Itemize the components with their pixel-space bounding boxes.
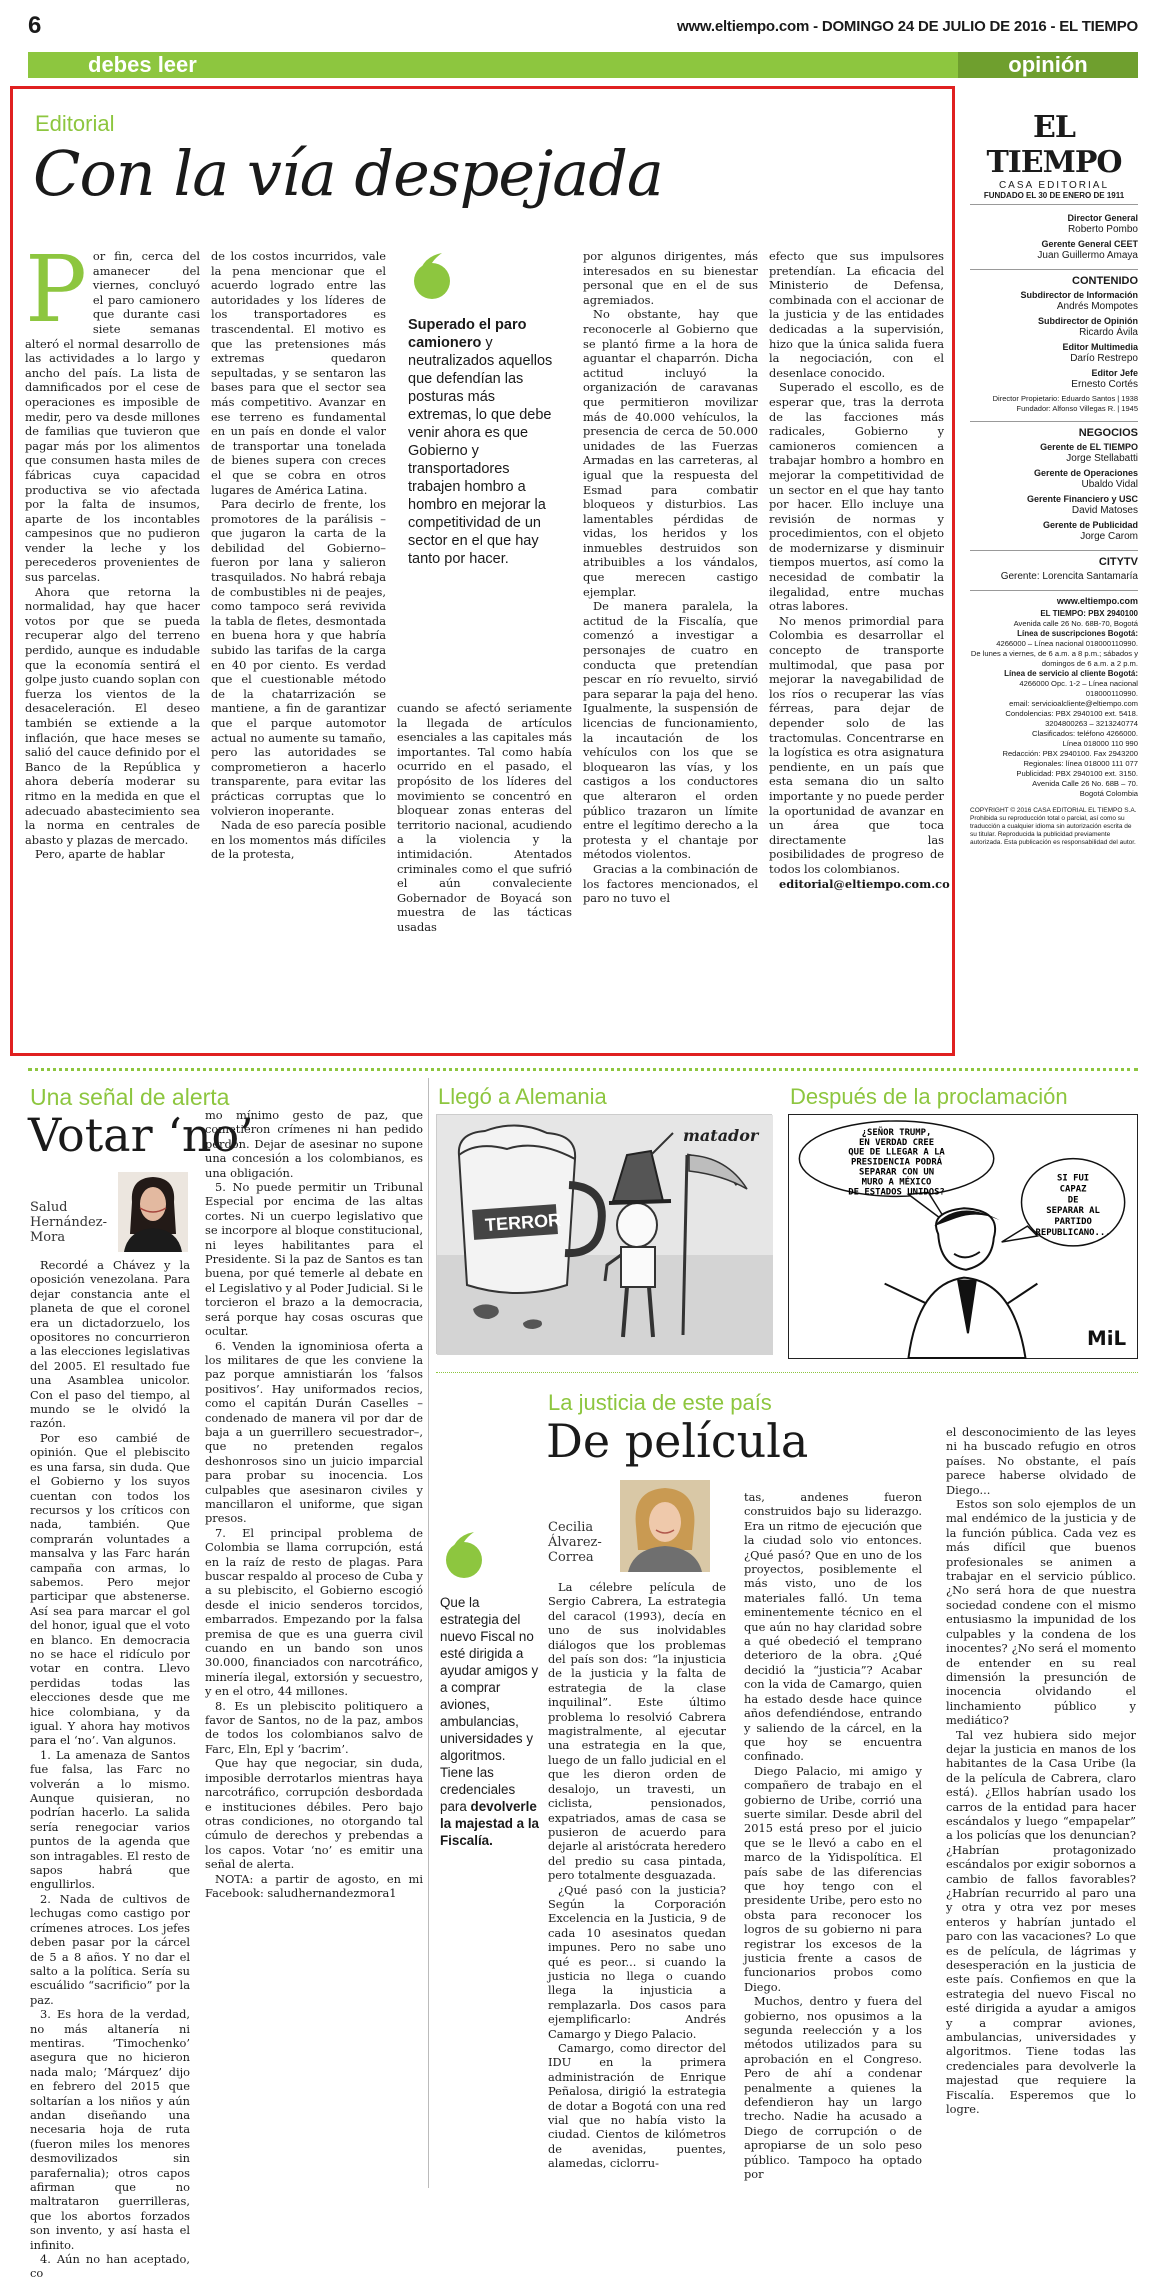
article-paragraph: Muchos, dentro y fuera del gobierno, nos opusimos a la segunda reelección y a los métodos utilizados para su aprobación en el Congreso. Pero de ahí a condenar penalmente a quienes la defendieron hay un largo trecho. Nadie ha acusado a Diego de corrupción o de apropiarse de un solo peso público. Tampoco ha optado por xyxy=(744,1994,922,2182)
staff-name: Juan Guillermo Amaya xyxy=(1037,250,1138,261)
editorial-column-5 xyxy=(769,249,950,1049)
section-bar xyxy=(28,52,1138,78)
masthead-section-negocios: NEGOCIOS xyxy=(970,421,1138,439)
staff-role: Gerente General CEET xyxy=(1041,239,1138,249)
masthead-founded: FUNDADO EL 30 DE ENERO DE 1911 xyxy=(970,191,1138,205)
editorial-kicker: Editorial xyxy=(35,111,115,136)
masthead-logo: EL TIEMPO xyxy=(986,110,1122,180)
column-paragraph: 4. Aún no han aceptado, co xyxy=(30,2252,190,2281)
article-paragraph: Estos son solo ejemplos de un mal endémico de la justicia y de la función pública. Cada vez es más difícil que buenos profesionales se animen a trabajar en el servicio público. ¿No será hora de que nuestra sociedad condene con el mismo entusiasmo la impunidad de los culpables y la condena de los inocentes? ¿No será el momento de entender en su real dimensión la presunción de inocencia olvidando el linchamiento público y mediático? xyxy=(946,1497,1136,1728)
column-kicker: Una señal de alerta xyxy=(30,1084,230,1110)
editorial-column-1 xyxy=(25,236,200,1049)
masthead-section-contenido: CONTENIDO xyxy=(970,269,1138,287)
column-paragraph: 6. Venden la ignominiosa oferta a los militares de que les conviene la paz porque amnistiarán los ‘falsos positivos’. Hay uniformados recios, como el capitán Durán Caselles –condenado de manera vil por dar de baja a un guerrillero secuestrador–, que no pretenden regalos deshonrosos sino un juicio imparcial para probar su inocencia. Los culpables que asesinaron civiles y mancillaron el uniforme, que sigan presos. xyxy=(205,1338,423,1526)
staff-role: Gerente de Publicidad xyxy=(1042,520,1138,530)
cartoon-1-title: Llegó a Alemania xyxy=(438,1084,607,1109)
contact-line: EL TIEMPO: PBX 2940100 xyxy=(1040,609,1138,618)
editorial-paragraph: efecto que sus impulsores pretendían. La eficacia del Ministerio de Defensa, combinada con el accionar de la justicia y de las entidades dedicadas a la supervisión, hizo que la única salida fuera la negociación, con el desenlace conocido. xyxy=(769,249,944,380)
staff-role: Subdirector de Información xyxy=(1020,290,1138,300)
editorial-paragraph: or fin, cerca del amanecer del viernes, concluyó el paro camionero que durante casi siete semanas alteró el normal desarrollo de las actividades a lo largo y ancho del país. La lista de damnificados por el cese de operaciones es imposible de medir, pero va desde millones de familias que tuvieron que pagar más por los alimentos que consumen hasta miles de fábricas cuya capacidad productiva se vio afectada por la falta de insumos, aparte de los incontables campesinos que no pudieron vender la leche y los perecederos provenientes de sus parcelas. xyxy=(25,249,200,585)
section-divider xyxy=(28,1068,1138,1071)
article-pull-quote xyxy=(440,1530,540,1849)
contact-line: 4266000 Opc. 1-2 – Línea nacional 018000110990. xyxy=(1019,679,1138,698)
column-author-photo xyxy=(118,1172,188,1252)
cartoon-1 xyxy=(436,1114,772,1354)
dateline: www.eltiempo.com - DOMINGO 24 DE JULIO DE 2016 - EL TIEMPO xyxy=(677,18,1138,35)
editorial-column-3 xyxy=(397,701,572,1051)
column-title: Votar ‘no’ xyxy=(28,1108,254,1162)
bubble-2-line: PARTIDO xyxy=(1054,1217,1092,1228)
article-author-name: Cecilia Álvarez-Correa xyxy=(548,1520,602,1565)
contact-line: Línea de suscripciones Bogotá: xyxy=(1017,629,1138,638)
article-paragraph: Camargo, como director del IDU en la primera administración de Enrique Peñalosa, dirigió la estrategia de dotar a Bogotá con una red vial que no había visto la ciudad. Cientos de kilómetros de avenidas, puentes, alamedas, ciclorru- xyxy=(548,2041,726,2171)
bubble-2-line: DE xyxy=(1067,1195,1079,1206)
staff-role: Gerente Financiero y USC xyxy=(1026,494,1138,504)
cartoon-2 xyxy=(788,1114,1138,1359)
editorial-paragraph: Superado el escollo, es de esperar que, tras la derrota de las facciones más radicales, Gobierno y camioneros comiencen a trabajar hombro a hombro en mejorar la competitividad de un sector en el que hay tanto por hacer. Ello incluye una revisión de normas y procedimientos, con el objeto de modernizarse y disminuir tiempos muertos, así como la necesidad de combatir la ilegalidad, entre muchas otras labores. xyxy=(769,380,944,614)
editorial-paragraph: Nada de eso parecía posible en los momentos más difíciles de la protesta, xyxy=(211,818,386,862)
staff-name: Ubaldo Vidal xyxy=(1081,479,1138,490)
pull-quote-bold: devolverle la majestad a la Fiscalía. xyxy=(440,1799,539,1848)
editorial-paragraph: No menos primordial para Colombia es desarrollar el concepto de transporte multimodal, que pasa por mejorar la navegabilidad de los ríos o recuperar las vías férreas, para dejar de depender solo de las tractomulas. Concentrarse en la logística es otra asignatura pendiente, en un país que esta semana dio un salto importante y no puede perder la oportunidad de avanzar en un área que toca directamente las posibilidades de progreso de todos los colombianos. xyxy=(769,613,944,876)
drop-cap: P xyxy=(25,236,87,343)
bubble-1-line: ¿SEÑOR TRUMP, xyxy=(861,1127,932,1138)
column-author-name: Salud Hernández-Mora xyxy=(30,1200,107,1245)
editorial-email-link[interactable]: editorial@eltiempo.com.co xyxy=(779,876,950,891)
column-paragraph: Que hay que negociar, sin duda, imposible derrotarlos mientras haya narcotráfico, corrupción desbordada e instituciones débiles. Pero bajo otras condiciones, no otorgando tal cúmulo de derechos y prebendas a los capos. Votar ‘no’ es emitir una señal de alerta. xyxy=(205,1756,423,1872)
article-paragraph: ¿Qué pasó con la justicia? Según la Corporación Excelencia en la Justicia, 9 de cada 10 asesinatos quedan impunes. Pero no sabe uno qué es peor... si cuando la justicia no llega o cuando llega la injusticia a remplazarla. Dos casos para ejemplificarlo: Andrés Camargo y Diego Palacio. xyxy=(548,1882,726,2041)
contact-line: De lunes a viernes, de 6 a.m. a 8 p.m.; sábados y domingos de 6 a.m. a 2 p.m. xyxy=(970,649,1138,668)
page-number: 6 xyxy=(28,12,42,39)
pull-quote-bold: Superado el paro camionero xyxy=(408,317,527,351)
editorial-paragraph: Para decirlo de frente, los promotores de la parálisis –que jugaron la carta de la debilidad del Gobierno– fueron por lana y salieron trasquilados. No habrá rebaja de combustibles ni de peajes, como tampoco será revivida la tabla de fletes, desmontada en buena hora y que habría subido las tarifas de la carga en 40 por ciento. Es verdad que el cuestionable método de la chatarrización se mantiene, a fin de garantizar que el parque automotor actual no aumente su tamaño, pero las autoridades se comprometieron a hacerlo transparente, para evitar las prácticas corruptas que lo volvieron inoperante. xyxy=(211,497,386,818)
column-author xyxy=(30,1172,172,1252)
bubble-1-line: PRESIDENCIA PODRÁ xyxy=(850,1157,943,1168)
editorial-paragraph: No obstante, hay que reconocerle al Gobierno que se plantó firme a la hora de aguantar el chaparrón. Dicha actitud incluyó la organización de caravanas que permitieron movilizar más de 40.000 vehículos, la presencia de cerca de 50.000 unidades de las Fuerzas Armadas en las carreteras, al igual que la respuesta del Esmad para combatir bloqueos y disturbios. Las lamentables pérdidas de vidas, los heridos y los inmuebles destruidos son atribuibles a los vándalos, que merecen castigo ejemplar. xyxy=(583,307,758,599)
column-text-left xyxy=(30,1258,190,2281)
masthead-casa: CASA EDITORIAL xyxy=(998,180,1110,191)
contact-line: Clasificados: teléfono 4266000. xyxy=(1032,729,1138,738)
bubble-1-line: DE ESTADOS UNIDOS? xyxy=(848,1187,945,1198)
column-paragraph: 1. La amenaza de Santos fue falsa, las Farc no volverán a lo mismo. Aunque quisieran, no podrían hacerlo. La salida sería renegociar varios puntos de la agenda que son intragables. El resto de sapos habrá que engullirlos. xyxy=(30,1747,190,1892)
staff-role: Editor Multimedia xyxy=(1062,342,1138,352)
column-paragraph: 8. Es un plebiscito politiquero a favor de Santos, no de la paz, ambos de todos los colombianos salvo de Farc, Eln, Epl y ‘bacrim’. xyxy=(205,1698,423,1756)
editorial-column-4 xyxy=(583,249,758,1049)
article-title: De película xyxy=(546,1414,809,1468)
column-text-right xyxy=(205,1108,423,2193)
contact-line: Línea de servicio al cliente Bogotá: xyxy=(1004,669,1138,678)
article-kicker: La justicia de este país xyxy=(548,1390,772,1415)
bubble-1-line: EN VERDAD CREE xyxy=(859,1137,935,1148)
trump-wall-cartoon-icon xyxy=(789,1115,1137,1358)
pull-quote-text: Que la estrategia del nuevo Fiscal no esté dirigida a ayudar amigos y a comprar aviones, ambulancias, universidades y algoritmos. Tiene las credenciales para xyxy=(440,1595,539,1814)
column-divider xyxy=(428,1078,429,2188)
article-paragraph: Tal vez hubiera sido mejor dejar la justicia en manos de los habitantes de la Casa Uribe (la de la película de Cabrera, claro está). ¿Ellos habrían usado los carros de la entidad para hacer escándalos y luego “empapelar” a los policías que los denuncian? ¿Habrían protagonizado escándalos por exigir sobornos a cambio de fallos favorables? ¿Habrían recurrido al paro una y otra y otra vez por meses enteros y habrían juntado el paro con las vacaciones? Lo que es de película, de lágrimas y desesperación en la justicia de este país. Confiemos en que la estrategia del nuevo Fiscal no esté dirigida a ayudar a amigos y a comprar aviones, ambulancias, universidades y algoritmos. Tiene todas las credenciales para devolverle la majestad que requiere la Fiscalía. Esperemos que lo logre. xyxy=(946,1727,1136,2117)
editorial-title: Con la vía despejada xyxy=(33,137,663,210)
contact-line: email: servicioalcliente@eltiempo.com xyxy=(1009,699,1138,708)
column-paragraph: 2. Nada de cultivos de lechugas como castigo por crímenes atroces. Los jefes deben pasar por la cárcel de 5 a 8 años. Y no dar el salto a la política. Sería su escuálido “sacrificio” por la paz. xyxy=(30,1891,190,2007)
article-column-3 xyxy=(946,1425,1136,2193)
section-label-left[interactable]: debes leer xyxy=(88,52,197,77)
terror-mug-skeleton-cartoon-icon xyxy=(437,1115,773,1355)
cartoon-2-title: Después de la proclamación xyxy=(790,1084,1068,1109)
staff-name: Jorge Carom xyxy=(1080,531,1138,542)
masthead-web-link[interactable]: www.eltiempo.com xyxy=(970,590,1138,606)
article-column-1 xyxy=(548,1580,726,2190)
quote-mark-icon xyxy=(408,251,456,311)
article-paragraph: La célebre película de Sergio Cabrera, La estrategia del caracol (1993), decía en uno de sus inolvidables diálogos que los problemas del país son dos: “la injusticia de la justicia y la falta de estrategia de la clase inquilinal”. Este último problema lo resolvió Cabrera magistralmente, al ejecutar una estrategia en la que, luego de un fallo judicial en el que les dieron orden de desalojo, un travesti, un ciclista, pensionados, expatriados, amas de casa se pusieron de acuerdo para dejarle al aristócrata heredero del predio su casa pintada, pero totalmente desguazada. xyxy=(548,1580,726,1883)
contact-line: Redacción: PBX 2940100. Fax 2943200 xyxy=(1002,749,1138,758)
staff-name: Jorge Stellabatti xyxy=(1066,453,1138,464)
contact-line: Avenida calle 26 No. 68B-70, Bogotá xyxy=(1013,619,1138,628)
article-author-photo xyxy=(620,1480,710,1572)
article-paragraph: Diego Palacio, mi amigo y compañero de trabajo en el gobierno de Uribe, corrió una suerte similar. Desde abril del 2015 está preso por el juicio que se le llevó a cabo en el marco de la Yidispolítica. El país sabe de las diferencias que hoy tengo con el presidente Uribe, pero esto no obsta para reconocer los logros de su gobierno ni para registrar los excesos de la justicia frente a casos de funcionarios probos como Diego. xyxy=(744,1763,922,1994)
staff-name: Andrés Mompotes xyxy=(1056,301,1138,312)
staff-name: Ricardo Ávila xyxy=(1079,327,1138,338)
bubble-2-line: SI FUI xyxy=(1057,1173,1090,1184)
editorial-paragraph: de los costos incurridos, vale la pena mencionar que el acuerdo logrado entre las autoridades y los líderes de los transportadores es trascendental. El motivo es que las pretensiones más extremas quedaron sepultadas, y se sentaron las bases para que el sector sea más competitivo. Avanzar en ese terreno es fundamental en un país en donde el valor de transportar una tonelada de bienes supera con creces el que se cobra en otros lugares de América Latina. xyxy=(211,249,386,497)
pull-quote-text: y neutralizados aquellos que defendían las posturas más extremas, lo que debe venir ahora es que Gobierno y transportadores trabajen hombro a hombro en mejorar la competitividad de un sector en el que hay tanto por hacer. xyxy=(408,335,553,567)
masthead-owner: Director Propietario: Eduardo Santos | 1938 xyxy=(992,394,1138,403)
column-paragraph: 5. No puede permitir un Tribunal Especial por encima de las altas cortes. Ni un cuerpo legislativo que se incorpore al bloque constitucional, ni leyes habilitantes para el Presidente. Si la paz de Santos es tan buena, por qué temerle al debate en el Legislativo y al Poder Judicial. Si le torcieron el brazo a la democracia, será porque hay cosas oscuras que ocultar. xyxy=(205,1180,423,1339)
mug-label: TERROR xyxy=(484,1209,562,1236)
contact-block xyxy=(970,609,1138,799)
editorial-paragraph: Gracias a la combinación de los factores mencionados, el paro no tuvo el xyxy=(583,861,758,906)
article-column-2 xyxy=(744,1490,922,2190)
staff-role: Subdirector de Opinión xyxy=(1037,316,1138,326)
masthead-founder: Fundador: Alfonso Villegas R. | 1945 xyxy=(1016,404,1138,413)
editorial-paragraph: De manera paralela, la actitud de la Fiscalía, que comenzó a investigar a personajes de cuatro en conducta que pretendían pescar en río revuelto, sirvió para separar la paja del heno. Igualmente, la suspensión de licencias de funcionamiento, la incautación de los vehículos con los que se bloquearon las vías, y los castigos a los conductores que alteraron el orden público trazaron un límite entre el legítimo derecho a la protesta y el chantaje por métodos violentos. xyxy=(583,599,758,862)
column-paragraph: Recordé a Chávez y la oposición venezolana. Para dejar constancia ante el planeta de que el coronel era un dictadorzuelo, los opositores no concurrieron a las elecciones legislativas del 2005. El resultado fue una Asamblea unicolor. Con el paso del tiempo, al mundo se le olvidó la razón. xyxy=(30,1258,190,1431)
bubble-1-line: MURO A MÉXICO xyxy=(861,1177,932,1188)
copyright-note: COPYRIGHT © 2016 CASA EDITORIAL EL TIEMPO S.A. Prohibida su reproducción total o parcial, así como su traducción a cualquier idioma sin autorización escrita de su titular. Reproducida la publicidad previamente autorizada. Esta publicación es responsabilidad del autor. xyxy=(970,807,1137,846)
contact-line: Publicidad: PBX 2940100 ext. 3150. xyxy=(1016,769,1138,778)
masthead xyxy=(970,110,1138,847)
section-divider-2 xyxy=(436,1372,1138,1373)
article-paragraph: tas, andenes fueron construidos bajo su liderazgo. Era un ritmo de ejecución que la ciudad solo vio entonces. ¿Qué pasó? Que en uno de los proyectos, posiblemente el más visto, uno de los materiales falló. Un tema eminentemente técnico en el que aún no hay claridad sobre a qué obedeció el temprano deterioro de la obra. ¿Qué decidió la “justicia”? Acabar con la vida de Camargo, quien ha estado desde hace quince años defendiéndose, entrando y saliendo de la cárcel, en la que hoy se encuentra confinado. xyxy=(744,1490,922,1764)
staff-name: David Matoses xyxy=(1071,505,1138,516)
cartoon-1-signature: matador xyxy=(683,1126,759,1145)
staff-role: Gerente de EL TIEMPO xyxy=(1040,442,1138,452)
contact-line: Línea 018000 110 990 xyxy=(1062,739,1138,748)
column-paragraph: 3. Es hora de la verdad, no más altanería ni mentiras. ‘Timochenko’ asegura que no hicieron nada malo; ‘Márquez’ dijo en febrero del 2015 que soltarían a los niños y aún andan diseñando una necesaria hoja de ruta (fueron miles los menores desmovilizados sin parafernalia); otros capos afirman que no maltrataron guerrilleras, que los abortos forzados son invento, y así hasta el infinito. xyxy=(30,2007,190,2252)
editorial-paragraph: por algunos dirigentes, más interesados en su bienestar personal que en el de sus agremiados. xyxy=(583,249,758,307)
staff-name: Roberto Pombo xyxy=(1067,224,1138,235)
contact-line: Avenida Calle 26 No. 68B – 70. xyxy=(1032,779,1138,788)
article-paragraph: el desconocimiento de las leyes ni ha buscado refugio en otros países. No obstante, el país parece haberse olvidado de Diego... xyxy=(946,1425,1136,1497)
column-paragraph: 7. El principal problema de Colombia se llama corrupción, está en la raíz de resto de plagas. Para buscar respaldo al proceso de Cuba y a su plebiscito, el Gobierno escogió desde el inicio senderos torcidos, embarrados. Empezando por la falsa premisa de que es una guerra civil cuando en un bando son unos 30.000, financiados con narcotráfico, minería ilegal, extorsión y secuestro, y en el otro, 44 millones. xyxy=(205,1525,423,1699)
quote-mark-icon xyxy=(440,1530,488,1590)
column-paragraph: Por eso cambié de opinión. Que el plebiscito es una farsa, sin duda. Que el Gobierno y los suyos cuentan con todos los recursos y los críticos con nada, también. Que comprarán voluntades a mansalva y las Farc harán campaña con armas, lo sabemos. Pero mejor participar que abstenerse. Así sea para marcar el gol del honor, igual que el voto en blanco. En democracia no se hace el ridículo por votar en contra. Llevo perdidas todas las elecciones desde que me hice colombiana, y da igual. Y ahora hay motivos para el ‘no’. Van algunos. xyxy=(30,1430,190,1748)
column-paragraph: mo mínimo gesto de paz, que cometieron crímenes ni han pedido perdón. Dejar de asesinar no supone una concesión a los colombianos, es una obligación. xyxy=(205,1108,423,1180)
bubble-1-line: SEPARAR CON UN xyxy=(859,1167,935,1178)
editorial-paragraph: Ahora que retorna la normalidad, hay que hacer votos por que se pueda recuperar algo del terreno perdido, aunque es indudable que la economía sentirá el golpe justo cuando soplan con fuerza los vientos de la desaceleración. El deseo también se extiende a la inflación, que hace meses se salió del cauce definido por el Banco de la República y ahora debería moderar su ritmo en la medida en que el adecuado abastecimiento sea la norma en centrales de abasto y plazas de mercado. xyxy=(25,584,200,847)
portrait-photo-icon xyxy=(118,1172,188,1252)
contact-line: 3204800263 – 3213240774 xyxy=(1045,719,1138,728)
bubble-2-line: REPUBLICANO... xyxy=(1035,1228,1111,1239)
contact-line: 4266000 – Línea nacional 018000110990. xyxy=(996,639,1138,648)
editorial-paragraph: cuando se afectó seriamente la llegada de artículos esenciales a las capitales más importantes. Tal como había ocurrido en el pasado, el propósito de los líderes del movimiento se concentró en bloquear zonas enteras del territorio nacional, acudiendo a la violencia y la intimidación. Atentados criminales como el que sufrió el aún convaleciente Gobernador de Boyacá son muestra de las tácticas usadas xyxy=(397,701,572,934)
contact-line: Regionales: línea 018000 111 077 xyxy=(1023,759,1138,768)
section-label-right[interactable]: opinión xyxy=(958,52,1138,78)
top-bar xyxy=(28,12,1138,52)
staff-role: Gerente de Operaciones xyxy=(1033,468,1138,478)
editorial-column-2 xyxy=(211,249,386,1049)
staff-role: Editor Jefe xyxy=(1091,368,1138,378)
bubble-1-line: QUE DE LLEGAR A LA xyxy=(848,1147,945,1158)
contact-line: Condolencias: PBX 2940100 ext. 5418. xyxy=(1005,709,1138,718)
editorial-pull-quote xyxy=(408,251,553,568)
citytv-manager: Gerente: Lorencita Santamaría xyxy=(1000,571,1138,582)
staff-role: Director General xyxy=(1067,213,1138,223)
column-paragraph: NOTA: a partir de agosto, en mi Facebook: saludhernandezmora1 xyxy=(205,1871,423,1900)
staff-name: Ernesto Cortés xyxy=(1071,379,1138,390)
bubble-2-line: CAPAZ xyxy=(1059,1184,1087,1195)
bubble-2-line: SEPARAR AL xyxy=(1046,1206,1100,1217)
staff-name: Darío Restrepo xyxy=(1070,353,1138,364)
portrait-photo-icon xyxy=(620,1480,710,1572)
editorial-paragraph: Pero, aparte de hablar xyxy=(35,847,165,862)
editorial-box xyxy=(10,86,955,1056)
contact-line: Bogotá Colombia xyxy=(1079,789,1138,798)
article-author xyxy=(548,1480,728,1575)
masthead-section-citytv: CITYTV xyxy=(970,550,1138,568)
cartoon-2-signature: MiL xyxy=(1086,1327,1127,1351)
